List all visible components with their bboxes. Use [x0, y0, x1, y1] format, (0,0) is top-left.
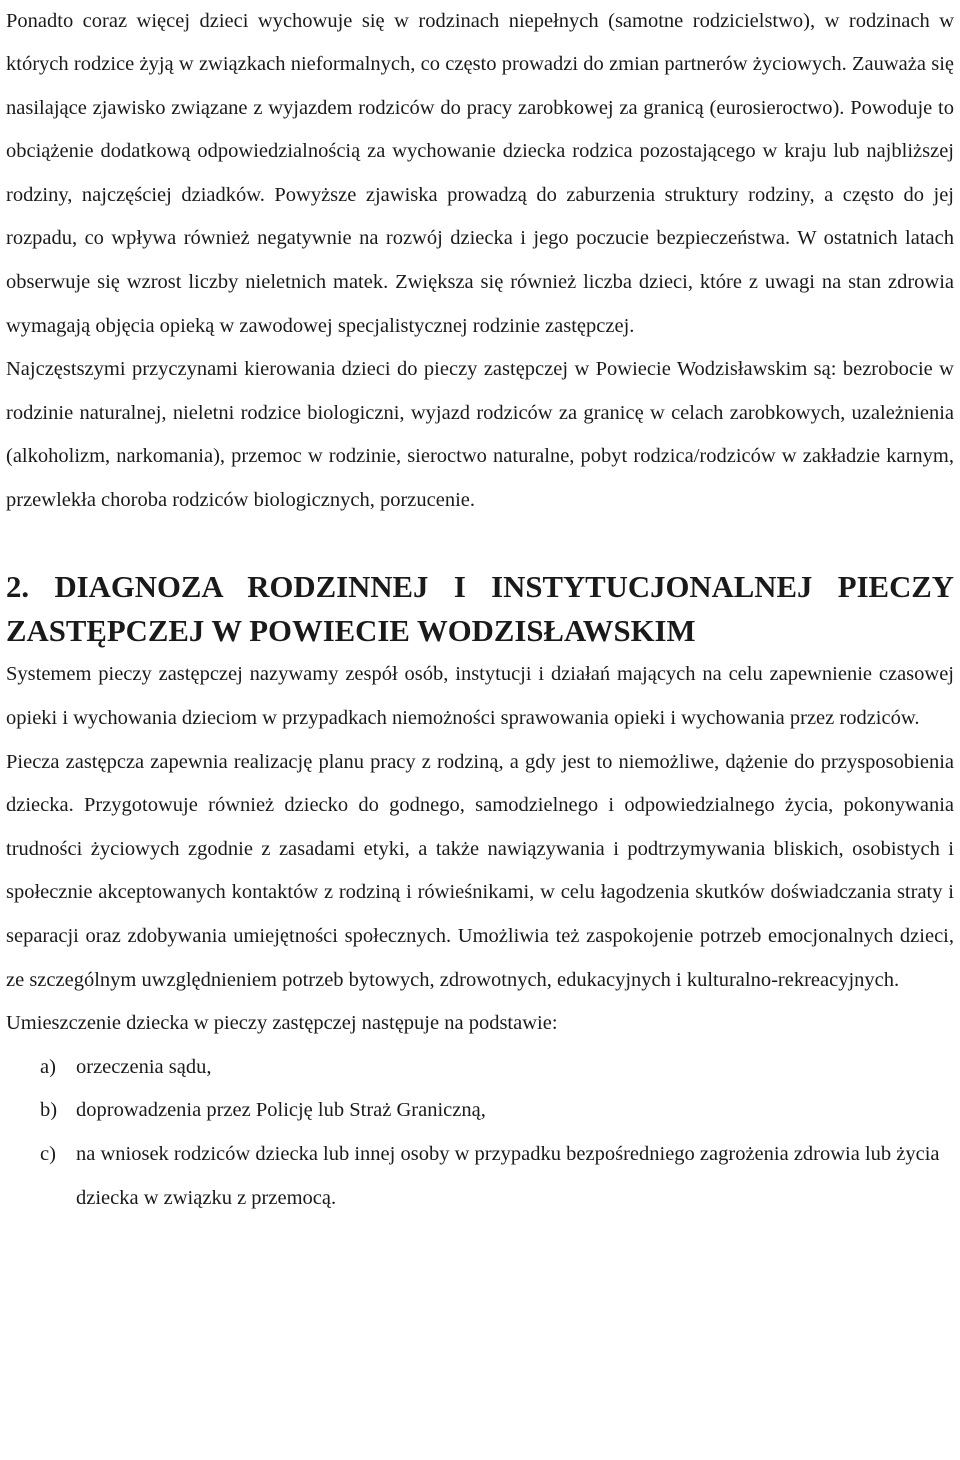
- list-item-text: doprowadzenia przez Policję lub Straż Graniczną,: [76, 1099, 486, 1122]
- paragraph-care-goals: Piecza zastępcza zapewnia realizację planu pracy z rodziną, a gdy jest to niemożliwe, dążenie do przysposobienia dziecka. Przygotowuje również dziecko do godnego, samodzielnego i odpowiedzialnego życia, pokonywania trudności życiowych zgodnie z zasadami etyki, a także nawiązywania i podtrzymywania bliskich, osobistych i społecznie akceptowanych kontaktów z rodziną i rówieśnikami, w celu łagodzenia skutków doświadczania straty i separacji oraz zdobywania umiejętności społecznych. Umożliwia też zaspokojenie potrzeb emocjonalnych dzieci, ze szczególnym uwzględnieniem potrzeb bytowych, zdrowotnych, edukacyjnych i kulturalno-rekreacyjnych.: [6, 750, 954, 991]
- list-item: [6, 1133, 954, 1220]
- list-item-text: na wniosek rodziców dziecka lub innej osoby w przypadku bezpośredniego zagrożenia zdrowia lub życia dziecka w związku z przemocą.: [76, 1142, 940, 1209]
- list-item: [6, 1046, 954, 1090]
- paragraph-placement-basis: Umieszczenie dziecka w pieczy zastępczej następuje na podstawie:: [6, 1012, 558, 1035]
- list-marker: c): [40, 1142, 56, 1165]
- paragraph-family-problems: Ponadto coraz więcej dzieci wychowuje się w rodzinach niepełnych (samotne rodzicielstwo), w rodzinach w których rodzice żyją w związkach nieformalnych, co często prowadzi do zmian partnerów życiowych. Zauważa się nasilające zjawisko związane z wyjazdem rodziców do pracy zarobkowej za granicą (eurosieroctwo). Powoduje to obciążenie dodatkową odpowiedzialnością za wychowanie dziecka rodzica pozostającego w kraju lub najbliższej rodziny, najczęściej dziadków. Powyższe zjawiska prowadzą do zaburzenia struktury rodziny, a często do jej rozpadu, co wpływa również negatywnie na rozwój dziecka i jego poczucie bezpieczeństwa. W ostatnich latach obserwuje się wzrost liczby nieletnich matek. Zwiększa się również liczba dzieci, które z uwagi na stan zdrowia wymagają objęcia opieką w zawodowej specjalistycznej rodzinie zastępczej.: [6, 9, 954, 337]
- paragraph-placement-causes: Najczęstszymi przyczynami kierowania dzieci do pieczy zastępczej w Powiecie Wodzisławskim są: bezrobocie w rodzinie naturalnej, nieletni rodzice biologiczni, wyjazd rodziców za granicę w celach zarobkowych, uzależnienia (alkoholizm, narkomania), przemoc w rodzinie, sieroctwo naturalne, pobyt rodzica/rodziców w zakładzie karnym, przewlekła choroba rodziców biologicznych, porzucenie.: [6, 358, 954, 512]
- document-page: [6, 0, 954, 1220]
- paragraph-system-definition: Systemem pieczy zastępczej nazywamy zespół osób, instytucji i działań mających na celu zapewnienie czasowej opieki i wychowania dzieciom w przypadkach niemożności sprawowania opieki i wychowania przez rodziców.: [6, 663, 954, 729]
- list-item: [6, 1089, 954, 1133]
- placement-basis-list: [6, 1046, 954, 1220]
- list-item-text: orzeczenia sądu,: [76, 1055, 212, 1078]
- section-heading: 2. DIAGNOZA RODZINNEJ I INSTYTUCJONALNEJ PIECZY ZASTĘPCZEJ W POWIECIE WODZISŁAWSKIM: [6, 570, 954, 648]
- section-spacer: [6, 523, 954, 567]
- list-marker: b): [40, 1099, 58, 1122]
- list-marker: a): [40, 1055, 56, 1078]
